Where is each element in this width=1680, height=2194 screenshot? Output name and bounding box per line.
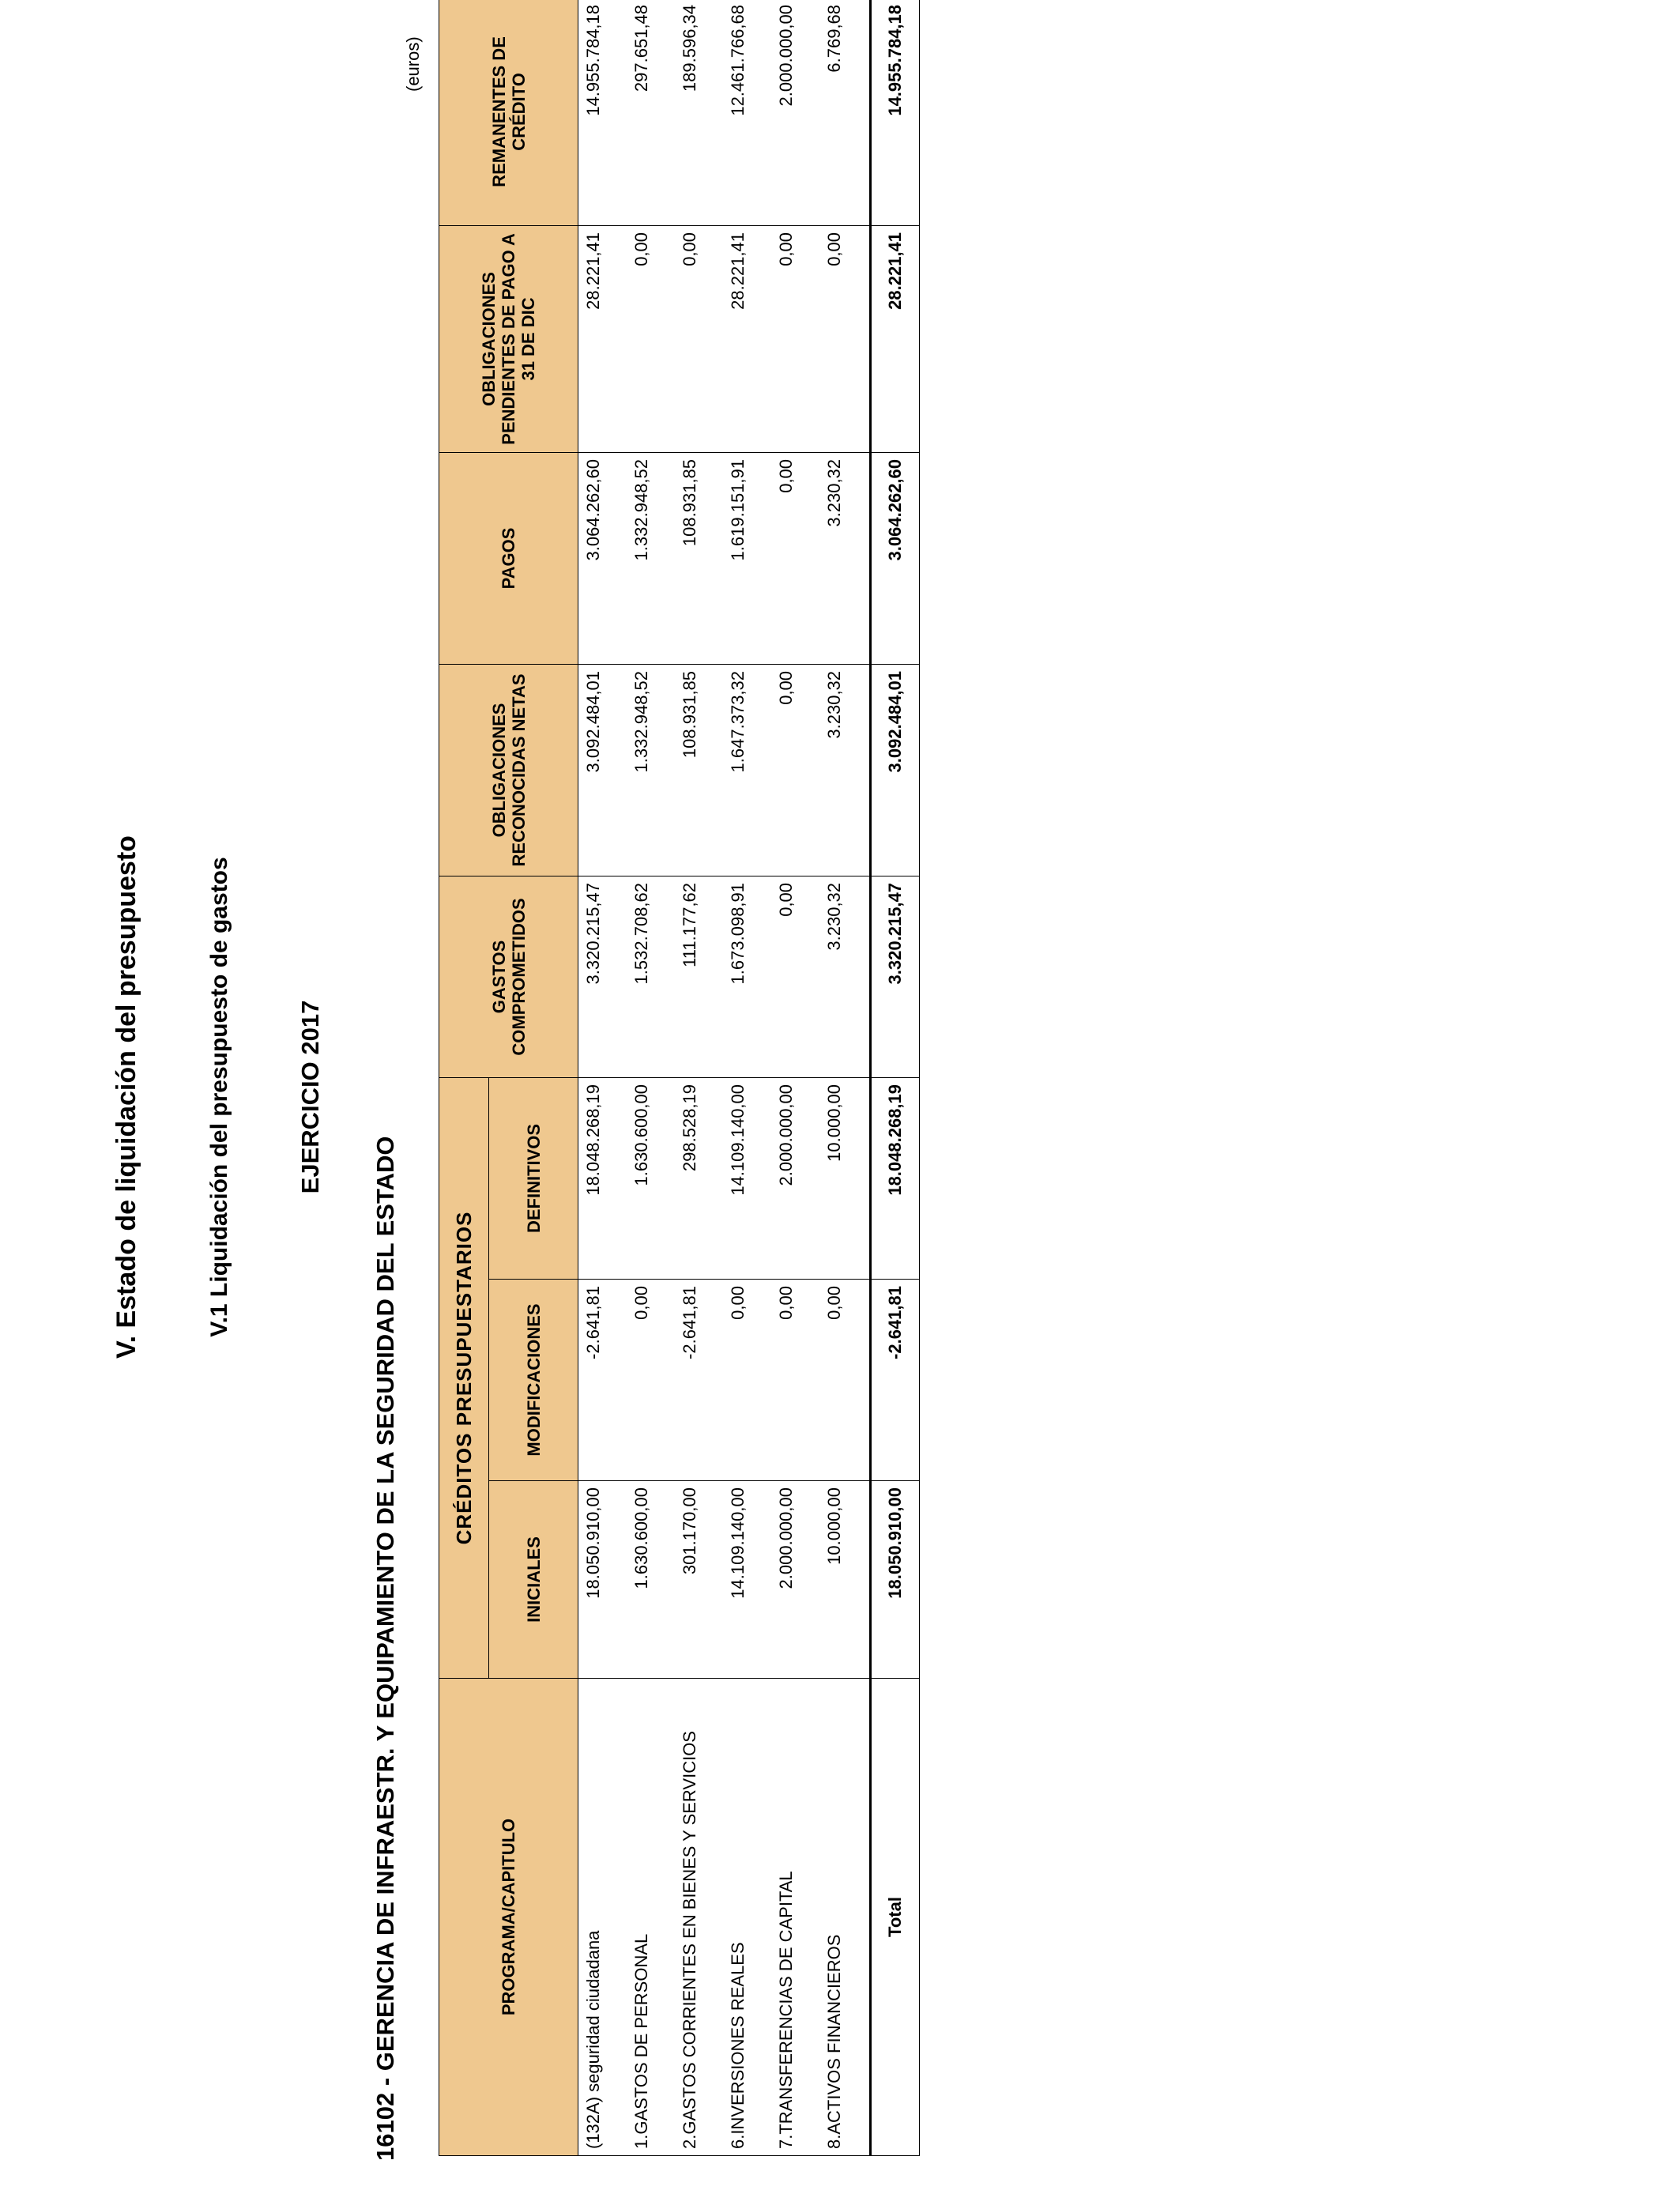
cell-obligaciones: 3.092.484,01 <box>578 664 629 876</box>
header-gastos-comprometidos: GASTOS COMPROMETIDOS <box>439 876 578 1077</box>
table-row <box>725 0 773 2156</box>
header-pagos: PAGOS <box>439 452 578 664</box>
units-label: (euros) <box>403 36 423 92</box>
cell-iniciales: 18.050.910,00 <box>578 1481 629 1679</box>
cell-iniciales: 1.630.600,00 <box>628 1481 676 1679</box>
row-label: (132A) seguridad ciudadana <box>578 1679 629 2156</box>
row-label: 6.INVERSIONES REALES <box>725 1679 773 2156</box>
table-row <box>578 0 629 2156</box>
row-label: 7.TRANSFERENCIAS DE CAPITAL <box>773 1679 821 2156</box>
cell-obligaciones: 1.332.948,52 <box>628 664 676 876</box>
cell-remanentes: 6.769,68 <box>821 0 871 225</box>
cell-pagos: 3.230,32 <box>821 452 871 664</box>
budget-liquidation-table <box>439 0 920 2156</box>
cell-pagos: 1.619.151,91 <box>725 452 773 664</box>
cell-modificaciones: 0,00 <box>628 1280 676 1481</box>
cell-pendientes: 0,00 <box>676 225 725 452</box>
cell-gastos: 1.673.098,91 <box>725 876 773 1077</box>
document-title: V. Estado de liquidación del presupuesto <box>111 835 141 1359</box>
cell-iniciales: 14.109.140,00 <box>725 1481 773 1679</box>
header-obligaciones-pendientes: OBLIGACIONES PENDIENTES DE PAGO A 31 DE DIC <box>439 225 578 452</box>
row-label: 2.GASTOS CORRIENTES EN BIENES Y SERVICIOS <box>676 1679 725 2156</box>
cell-iniciales: 301.170,00 <box>676 1481 725 1679</box>
total-modificaciones: -2.641,81 <box>871 1280 920 1481</box>
cell-definitivos: 298.528,19 <box>676 1077 725 1279</box>
row-label: 1.GASTOS DE PERSONAL <box>628 1679 676 2156</box>
cell-remanentes: 14.955.784,18 <box>578 0 629 225</box>
cell-modificaciones: 0,00 <box>821 1280 871 1481</box>
cell-gastos: 111.177,62 <box>676 876 725 1077</box>
cell-modificaciones: 0,00 <box>773 1280 821 1481</box>
cell-pendientes: 0,00 <box>628 225 676 452</box>
cell-obligaciones: 3.230,32 <box>821 664 871 876</box>
cell-gastos: 3.230,32 <box>821 876 871 1077</box>
cell-pagos: 108.931,85 <box>676 452 725 664</box>
cell-remanentes: 189.596,34 <box>676 0 725 225</box>
fiscal-year-label: EJERCICIO 2017 <box>296 1000 324 1194</box>
cell-pagos: 0,00 <box>773 452 821 664</box>
total-obligaciones: 3.092.484,01 <box>871 664 920 876</box>
table-row <box>676 0 725 2156</box>
cell-pagos: 1.332.948,52 <box>628 452 676 664</box>
total-iniciales: 18.050.910,00 <box>871 1481 920 1679</box>
cell-obligaciones: 0,00 <box>773 664 821 876</box>
entity-heading: 16102 - GERENCIA DE INFRAESTR. Y EQUIPAMIENTO DE LA SEGURIDAD DEL ESTADO <box>371 1136 399 2161</box>
total-gastos: 3.320.215,47 <box>871 876 920 1077</box>
header-iniciales: INICIALES <box>489 1481 578 1679</box>
cell-definitivos: 1.630.600,00 <box>628 1077 676 1279</box>
cell-gastos: 3.320.215,47 <box>578 876 629 1077</box>
cell-iniciales: 10.000,00 <box>821 1481 871 1679</box>
total-row <box>871 0 920 2156</box>
cell-pendientes: 0,00 <box>773 225 821 452</box>
cell-pendientes: 28.221,41 <box>578 225 629 452</box>
total-pendientes: 28.221,41 <box>871 225 920 452</box>
cell-definitivos: 14.109.140,00 <box>725 1077 773 1279</box>
total-definitivos: 18.048.268,19 <box>871 1077 920 1279</box>
table-row <box>821 0 871 2156</box>
row-label: 8.ACTIVOS FINANCIEROS <box>821 1679 871 2156</box>
cell-definitivos: 10.000,00 <box>821 1077 871 1279</box>
cell-remanentes: 12.461.766,68 <box>725 0 773 225</box>
cell-pendientes: 0,00 <box>821 225 871 452</box>
header-obligaciones-reconocidas: OBLIGACIONES RECONOCIDAS NETAS <box>439 664 578 876</box>
header-remanentes: REMANENTES DE CRÉDITO <box>439 0 578 225</box>
table-row <box>773 0 821 2156</box>
cell-modificaciones: 0,00 <box>725 1280 773 1481</box>
cell-definitivos: 18.048.268,19 <box>578 1077 629 1279</box>
cell-remanentes: 2.000.000,00 <box>773 0 821 225</box>
table-row <box>628 0 676 2156</box>
header-creditos-presupuestarios: CRÉDITOS PRESUPUESTARIOS <box>439 1077 489 1678</box>
header-modificaciones: MODIFICACIONES <box>489 1280 578 1481</box>
cell-gastos: 0,00 <box>773 876 821 1077</box>
cell-obligaciones: 108.931,85 <box>676 664 725 876</box>
document-subtitle: V.1 Liquidación del presupuesto de gastos <box>206 857 232 1337</box>
total-pagos: 3.064.262,60 <box>871 452 920 664</box>
cell-iniciales: 2.000.000,00 <box>773 1481 821 1679</box>
cell-gastos: 1.532.708,62 <box>628 876 676 1077</box>
total-remanentes: 14.955.784,18 <box>871 0 920 225</box>
cell-modificaciones: -2.641,81 <box>578 1280 629 1481</box>
cell-obligaciones: 1.647.373,32 <box>725 664 773 876</box>
cell-pendientes: 28.221,41 <box>725 225 773 452</box>
header-definitivos: DEFINITIVOS <box>489 1077 578 1279</box>
total-label: Total <box>871 1679 920 2156</box>
cell-remanentes: 297.651,48 <box>628 0 676 225</box>
header-programa: PROGRAMA/CAPITULO <box>439 1679 578 2156</box>
cell-definitivos: 2.000.000,00 <box>773 1077 821 1279</box>
cell-pagos: 3.064.262,60 <box>578 452 629 664</box>
cell-modificaciones: -2.641,81 <box>676 1280 725 1481</box>
